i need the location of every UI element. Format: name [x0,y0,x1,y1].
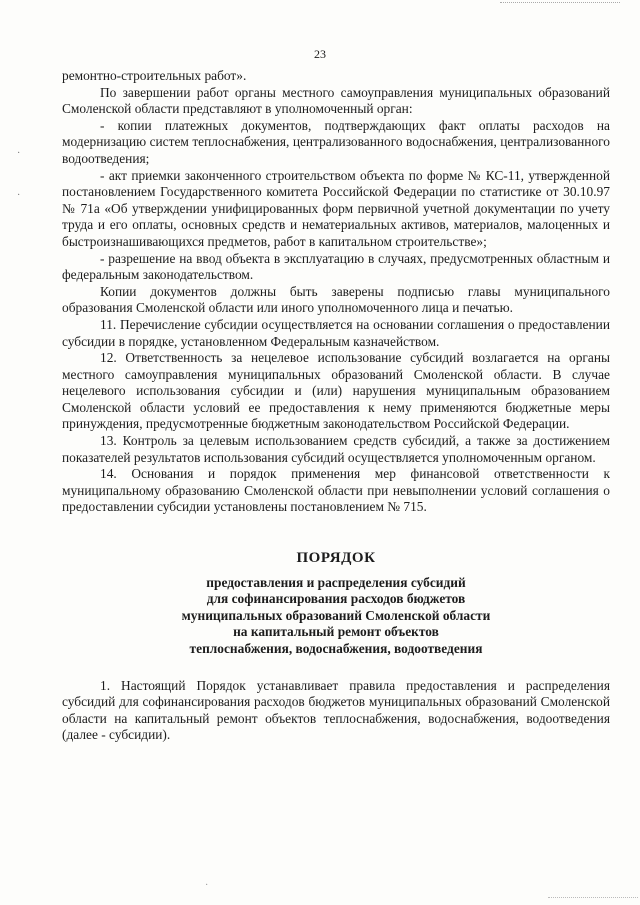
document-body [62,68,610,744]
margin-dot: · [17,190,21,201]
page-number: 23 [314,47,326,61]
section-paragraph-1: 1. Настоящий Порядок устанавливает правила предоставления и распределения субсидий для софинансирования расходов бюджетов муниципальных образований Смоленской области на капитальный ремонт объектов теплоснабжения, водоснабжения, водоотведения (далее - субсидии). [62,677,610,743]
paragraph-11: 11. Перечисление субсидии осуществляется на основании соглашения о предоставлении субсидии в порядке, установленном Федеральным казначейством. [62,316,610,349]
scan-dot: · [205,880,209,891]
scan-edge-mark [548,897,638,898]
paragraph-14: 14. Основания и порядок применения мер финансовой ответственности к муниципальному образованию Смоленской области при невыполнении условий соглашения о предоставлении субсидии установлены постановлением № 715. [62,466,610,515]
paragraph-certified-copies: Копии документов должны быть заверены подписью главы муниципального образования Смоленской области или иного уполномоченного лица и печатью. [62,283,610,316]
section-heading [62,550,610,658]
paragraph-acceptance-act: - акт приемки законченного строительством объекта по форме № КС-11, утвержденной постановлением Государственного комитета Российской Федерации по статистике от 30.10.97 № 71а «Об утверждении унифицированных форм первичной учетной документации по учету труда и его оплаты, основных средств и нематериальных активов, материалов, малоценных и быстроизнашивающихся предметов, работ в капитальном строительстве»; [62,167,610,249]
section-title: ПОРЯДОК [296,550,376,567]
section-subtitle-line: теплоснабжения, водоснабжения, водоотведения [189,641,483,656]
paragraph-permit: - разрешение на ввод объекта в эксплуатацию в случаях, предусмотренных областным и федеральным законодательством. [62,250,610,283]
scan-edge-mark [500,2,620,9]
section-subtitle-line: для софинансирования расходов бюджетов [206,591,466,607]
section-subtitle-line: предоставления и распределения субсидий [206,574,466,590]
section-subtitle-line: на капитальный ремонт объектов [233,624,439,640]
margin-dot: · [17,148,21,159]
paragraph-13: 13. Контроль за целевым использованием средств субсидий, а также за достижением показателей результатов использования субсидий осуществляется уполномоченным органом. [62,433,610,465]
paragraph-submission: По завершении работ органы местного самоуправления муниципальных образований Смоленской области представляют в уполномоченный орган: [62,84,610,117]
paragraph-continuation: ремонтно-строительных работ». [62,68,247,83]
section-subtitle-line: муниципальных образований Смоленской области [181,607,491,623]
paragraph-12: 12. Ответственность за нецелевое использование субсидий возлагается на органы местного самоуправления муниципальных образований Смоленской области. В случае нецелевого использования субсидии и (или) нарушения муниципальным образованием Смоленской области условий ее предоставления к нему применяются бюджетные меры принуждения, предусмотренные бюджетным законодательством Российской Федерации. [62,350,610,432]
paragraph-payment-docs: - копии платежных документов, подтверждающих факт оплаты расходов на модернизацию систем теплоснабжения, централизованного водоснабжения, централизованного водоотведения; [62,117,610,166]
